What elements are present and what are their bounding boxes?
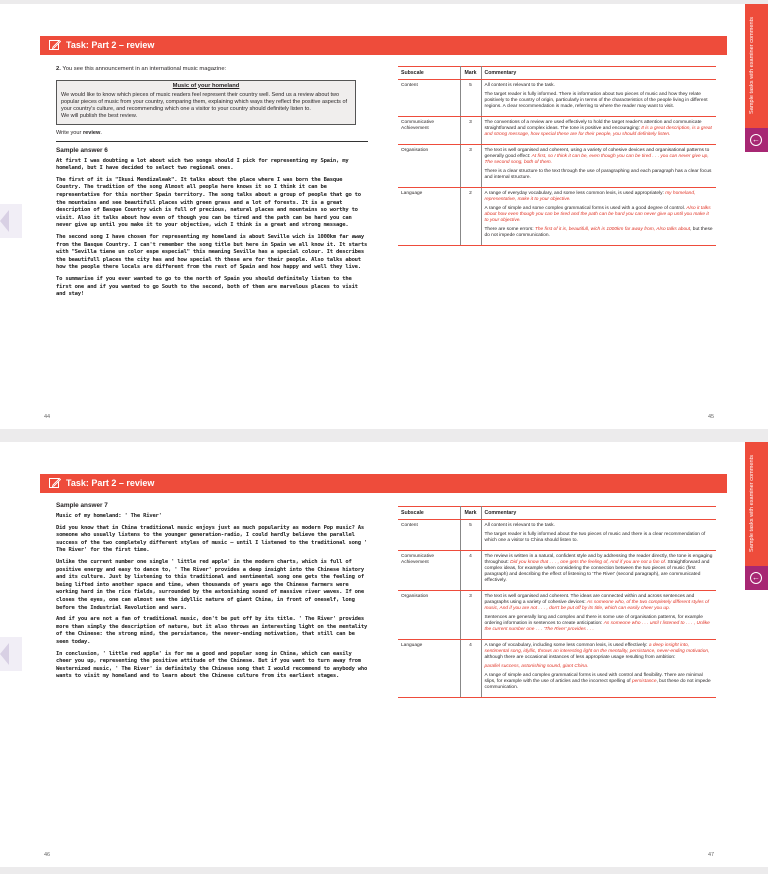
commentary-paragraph (485, 120, 714, 138)
commentary-paragraph (485, 148, 714, 166)
commentary-cell (481, 640, 716, 698)
commentary-text: , but these do not impede communication. (484, 227, 713, 238)
commentary-table (398, 506, 716, 698)
commentary-text: A range of simple and complex grammatical forms is used with control and flexibility. There are minimal slips, for example with the use of articles and the incorrect spelling of (484, 673, 703, 684)
col-mark: Mark (460, 67, 481, 80)
arrow-left-icon: ← (752, 573, 760, 582)
commentary-paragraph (485, 227, 714, 239)
subscale-cell: Organisation (398, 145, 460, 188)
sample-heading: Sample answer 7 (56, 502, 108, 509)
mark-cell: 3 (460, 117, 481, 145)
commentary-paragraph (485, 523, 714, 529)
answer-paragraph: Unlike the current number one single ' little red apple' in the modern charts, which is full of positive energy and easy to dance to, ' The River' provides a deep insight into the Chinese history and its culture. Just by listening to this traditional and sentimental song one gets the feeling of being lifted into another space and time, when thousands of years ago the Chinese farmers were working hard in the rice fields, surrounded by the astonishing sound of massive river waves. If one closes the eyes, one can almost see the idyllic nature of giant China, in front of oneself, long before the Industrial Revolution and wars. (56, 558, 365, 611)
example-quote: persistance (631, 679, 657, 684)
mark-cell: 5 (460, 520, 481, 551)
commentary-text: The target reader is fully informed about the two pieces of music and there is a clear recommendation of which one a visitor to China should listen to. (484, 532, 706, 543)
banner-title: Task: Part 2 – review (66, 478, 155, 488)
sample-heading: Sample answer 6 (56, 146, 108, 154)
commentary-cell (481, 591, 716, 640)
announcement-heading: Music of your homeland (172, 82, 240, 89)
commentary-text: A range of vocabulary, including some less common lexis, is used effectively: (484, 643, 649, 648)
announcement-publish: We will publish the best review. (61, 112, 138, 119)
commentary-text: All content is relevant to the task. (484, 523, 555, 528)
commentary-cell (481, 117, 716, 145)
subscale-cell: Language (398, 640, 460, 698)
spread-pages-44-45 (0, 4, 768, 429)
example-quote: It is a great description, is a great and strong message, how special these are for their people, you should definitely listen. (484, 126, 712, 137)
mark-cell: 5 (460, 80, 481, 117)
commentary-paragraph (485, 169, 714, 181)
table-row (398, 145, 716, 188)
table-row (398, 520, 716, 551)
commentary-cell (481, 551, 716, 591)
sample-answer-text (56, 513, 370, 681)
table-row (398, 188, 716, 246)
commentary-paragraph (485, 83, 714, 89)
commentary-text: , but these do not impede communication. (484, 679, 711, 690)
subscale-cell: Communicative Achievement (398, 551, 460, 591)
subscale-cell: Content (398, 80, 460, 117)
announcement-text: We would like to know which pieces of music readers feel represent their country well. Send us a review about two popular pieces of music from your country, comparing them, explaining which ways they reflect the positive aspects of your country's culture, and recommending which one a visitor to your country should definitely listen to. (61, 91, 348, 112)
commentary-text: The text is well organised and coherent. The ideas are connected within and across sentences and paragraphs using a variety of cohesive devices: (484, 594, 695, 605)
col-mark: Mark (460, 507, 481, 520)
commentary-text: Sentences are generally long and complex and there is some use of organisation patterns, for example ordering information in sentences to create anticipation: (484, 615, 703, 626)
page-number-right: 45 (708, 414, 715, 420)
subscale-cell: Language (398, 188, 460, 246)
commentary-text: A range of simple and some complex grammatical forms is used with a good degree of control. (484, 206, 687, 211)
mark-cell: 2 (460, 188, 481, 246)
commentary-cell (481, 80, 716, 117)
commentary-text: All content is relevant to the task. (484, 83, 555, 88)
commentary-paragraph (485, 554, 714, 584)
col-subscale: Subscale (398, 507, 460, 520)
back-button[interactable] (745, 566, 768, 590)
commentary-text: The text is well organised and coherent, using a variety of cohesive devices and organisational patterns to generally good effect: (484, 148, 710, 159)
answer-paragraph: In conclusion, ' little red apple' is for me a good and popular song in China, which can easily cheer you up, representing the positive attitude of the Chinese. But if you want to turn away from Westernized music, ' The River' is definitely the Chinese song that I would recommend to anybody who wants to visit my homeland and to learn about the Chinese culture from its earliest stages. (56, 650, 368, 680)
mark-cell: 3 (460, 591, 481, 640)
answer-paragraph: At first I was doubting a lot about wich two songs should I pick for representing my Spain, my homeland, but I have decided to select two regional ones. (56, 157, 349, 172)
commentary-paragraph (485, 664, 714, 670)
table-row (398, 551, 716, 591)
subscale-cell: Communicative Achievement (398, 117, 460, 145)
page-number-right: 47 (708, 852, 715, 858)
example-quote: my homeland, representative, make it to your objective. (484, 191, 696, 202)
table-row (398, 80, 716, 117)
banner-title: Task: Part 2 – review (66, 40, 155, 50)
col-commentary: Commentary (481, 507, 716, 520)
answer-paragraph: The first of it is "Ikusi Mendizaleak". It talks about the place where I was born the Basque Country. The tradition of the song Almost all people here knows it so I think it can be representative for this norther Spain territory. The song talks about a group of people that go to the mountains and see beautifull places with green grass and a lot of forests. It is a great description of Basque Country wich is full of precious, natural places and mountains so worthy to visit. Also it talks about how even of though you can be tired and the path can be hard you can never give up until you make it to your objective, wich I think is a great and strong message. (56, 176, 361, 229)
page-number-left: 46 (44, 852, 51, 858)
question-number: 2. (56, 66, 61, 72)
answer-paragraph: And if you are not a fan of traditional music, don't be put off by its title. ' The River' provides more than simply the description of nature, but it also throws an interesting light on the mentality of the Chinese: the strong mind, the persistance, the never-ending motivation, that still can be seen today. (56, 616, 368, 645)
arrow-left-icon: ← (752, 135, 760, 144)
side-tab[interactable]: Sample tasks with examiner comments (745, 442, 768, 566)
example-quote: a deep insight into, sentimental song, idyllic, throws an interesting light on the mentality, persistance, never-ending motivation, (484, 643, 710, 654)
col-commentary: Commentary (481, 67, 716, 80)
commentary-table (398, 66, 716, 246)
left-page-content (56, 502, 370, 681)
spread-pages-46-47 (0, 442, 768, 867)
table-row (398, 591, 716, 640)
mark-cell: 4 (460, 640, 481, 698)
commentary-paragraph (485, 615, 714, 633)
commentary-text: A range of everyday vocabulary, and some less common lexis, is used appropriately: (484, 191, 666, 196)
answer-title: Music of my homeland: ' The River' (56, 513, 162, 519)
prev-arrow-icon (0, 210, 9, 232)
example-quote: Did you know that . . . , one gets the feeling of, And if you are not a fan of. (510, 560, 667, 565)
table-row (398, 640, 716, 698)
example-quote: As someone who, of the two completely different styles of music, And if you are not . . . , don't be put off by its title, which can easily cheer you up. (484, 600, 710, 611)
commentary-text: The target reader is fully informed. There is information about two pieces of music and how they relate positively to the country of origin, particularly in terms of the characteristics of the people living in different regions. A clear recommendation is made, referring to where the reader may want to visit. (484, 92, 708, 109)
commentary-text: There are some errors: (484, 227, 535, 232)
pencil-icon (49, 477, 61, 489)
commentary-text: The review is written in a natural, confident style and by addressing the reader directly, the tone is engaging throughout: (484, 554, 713, 565)
commentary-text: Straightforward and complex ideas, for example when considering the connection between the two pieces of music (first paragraph) and describing the effect of listening to 'The River' (second paragraph), are communicated effectively. (484, 560, 710, 583)
example-quote: Also it talks about how even though you can be tired and the path can be hard you can never give up until you make it to your objective. (484, 206, 711, 223)
answer-paragraph: The second song I have chosen for representing my homeland is about Seville wich is 1000km far away from the Basque Country. I can't remember the song title but here in Spain we all know it. It starts with "Sevilla tiene un color espe especial" this meaning Seville has a special colour. It describes the beautifull places the city has and how special th these are for their people. Also talks about how the people there locals are different from the rest of Spain and how happy and well they live. (56, 233, 368, 271)
example-quote: parallel success, astonishing sound, giant China. (484, 664, 589, 669)
subscale-cell: Content (398, 520, 460, 551)
commentary-cell (481, 188, 716, 246)
page-number-left: 44 (44, 414, 51, 420)
commentary-paragraph (485, 206, 714, 224)
commentary-text: The conventions of a review are used effectively to hold the target reader's attention and communicate straightforward and complex ideas. The tone is positive and encouraging: (484, 120, 702, 131)
commentary-text: There is a clear structure to the text through the use of paragraphing and each paragraph has a clear focus and internal structure. (484, 169, 712, 180)
example-quote: As someone who . . . until I listened to . . . , Unlike the current number one . . . 'The River' provides . . . (484, 621, 710, 632)
table-row (398, 117, 716, 145)
subscale-cell: Organisation (398, 591, 460, 640)
back-button[interactable] (745, 128, 768, 152)
example-quote: The first of it is, beautifull, wich is 1000km far away from, Also talks about (534, 227, 691, 232)
commentary-paragraph (485, 532, 714, 544)
mark-cell: 3 (460, 145, 481, 188)
write-instruction: Write your review. (56, 130, 368, 142)
example-quote: At first, so I think it can be, even though you can be tired . . . you can never give up, The second song, both of them. (484, 154, 709, 165)
prev-arrow-icon (0, 643, 9, 665)
mark-cell: 4 (460, 551, 481, 591)
answer-paragraph: To summarise if you ever wanted to go to the north of Spain you should definitely listen to the first one and if you wanted to go South to the second, both of them are marvelous places to visit and stay! (56, 275, 358, 298)
commentary-paragraph (485, 673, 714, 691)
commentary-paragraph (485, 191, 714, 203)
commentary-paragraph (485, 643, 714, 661)
pencil-icon (49, 39, 61, 51)
col-subscale: Subscale (398, 67, 460, 80)
commentary-paragraph (485, 92, 714, 110)
answer-paragraph: Did you know that in China traditional music enjoys just as much popularity as modern Pop music? As someone who usually listens to the younger generation-radio, I could hardly believe the parallel success of the two completely different styles of music – until I listened to the traditional song ' The River' for the first time. (56, 524, 368, 554)
sample-answer-text (56, 158, 370, 299)
announcement-box (56, 80, 356, 125)
commentary-paragraph (485, 594, 714, 612)
left-page-content (56, 66, 370, 299)
commentary-cell (481, 520, 716, 551)
side-tab[interactable]: Sample tasks with examiner comments (745, 4, 768, 128)
question-text: You see this announcement in an international music magazine: (62, 66, 227, 72)
commentary-cell (481, 145, 716, 188)
commentary-text: although there are occasional instances of less appropriate usage resulting from ambition: (484, 655, 676, 660)
